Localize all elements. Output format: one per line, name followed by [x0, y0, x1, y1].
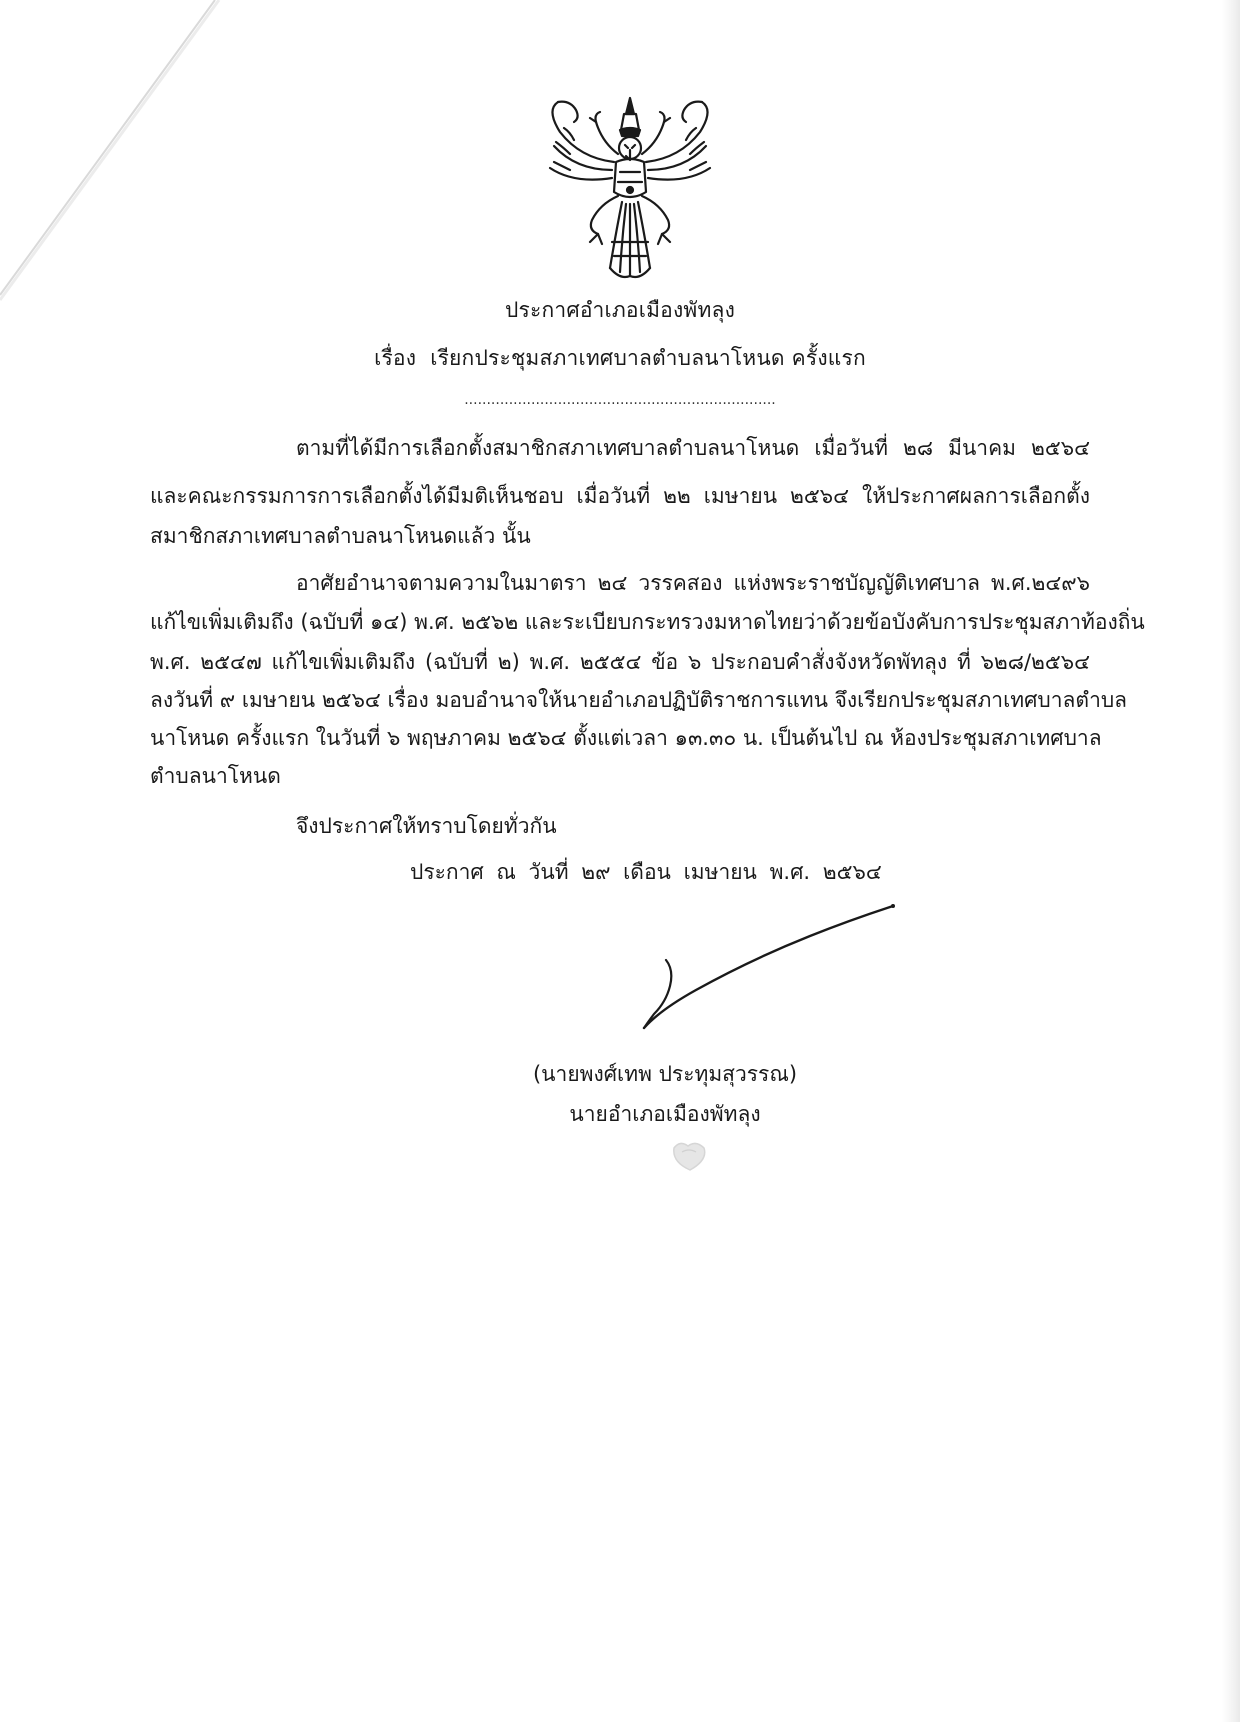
paragraph1-line2: และคณะกรรมการการเลือกตั้งได้มีมติเห็นชอบ เมื่อวันที่ ๒๒ เมษายน ๒๕๖๔ ให้ประกาศผลการเลือกตั้ง	[150, 484, 1090, 508]
separator-dots: ......................................................................	[464, 392, 776, 408]
paragraph2-line5: นาโหนด ครั้งแรก ในวันที่ ๖ พฤษภาคม ๒๕๖๔ ตั้งแต่เวลา ๑๓.๓๐ น. เป็นต้นไป ณ ห้องประชุมสภาเทศบาล	[150, 726, 1102, 750]
subject-text: เรียกประชุมสภาเทศบาลตำบลนาโหนด ครั้งแรก	[430, 346, 866, 370]
closing-statement: จึงประกาศให้ทราบโดยทั่วกัน	[296, 814, 557, 838]
scan-edge-shadow	[1222, 0, 1240, 1722]
announcement-date: ประกาศ ณ วันที่ ๒๙ เดือน เมษายน พ.ศ. ๒๕๖๔	[410, 860, 882, 884]
paragraph1-line3: สมาชิกสภาเทศบาลตำบลนาโหนดแล้ว นั้น	[150, 524, 531, 548]
subject-label: เรื่อง	[374, 346, 417, 370]
paragraph2-line4: ลงวันที่ ๙ เมษายน ๒๕๖๔ เรื่อง มอบอำนาจให้นายอำเภอปฏิบัติราชการแทน จึงเรียกประชุมสภาเทศบาลตำบล	[150, 688, 1128, 712]
announcement-subject	[0, 342, 1240, 375]
signatory-position: นายอำเภอเมืองพัทลุง	[569, 1102, 761, 1126]
paragraph2-line1: อาศัยอำนาจตามความในมาตรา ๒๔ วรรคสอง แห่งพระราชบัญญัติเทศบาล พ.ศ.๒๔๙๖	[296, 571, 1090, 595]
announcement-title: ประกาศอำเภอเมืองพัทลุง	[504, 298, 736, 322]
paragraph2-line6: ตำบลนาโหนด	[150, 764, 281, 788]
handwritten-signature-icon	[600, 890, 910, 1070]
paragraph2-line2: แก้ไขเพิ่มเติมถึง (ฉบับที่ ๑๔) พ.ศ. ๒๕๖๒ และระเบียบกระทรวงมหาดไทยว่าด้วยข้อบังคับการประชุมสภาท้องถิ่น	[150, 610, 1145, 634]
paragraph2-line3: พ.ศ. ๒๕๔๗ แก้ไขเพิ่มเติมถึง (ฉบับที่ ๒) พ.ศ. ๒๕๕๔ ข้อ ๖ ประกอบคำสั่งจังหวัดพัทลุง ที่ ๖๒๘/๒๕๖๔	[150, 650, 1090, 674]
stamp-smudge-icon	[668, 1138, 710, 1174]
garuda-emblem-icon	[540, 92, 720, 284]
signatory-name: (นายพงศ์เทพ ประทุมสุวรรณ)	[532, 1062, 798, 1086]
paragraph1-line1: ตามที่ได้มีการเลือกตั้งสมาชิกสภาเทศบาลตำบลนาโหนด เมื่อวันที่ ๒๘ มีนาคม ๒๕๖๔	[296, 436, 1090, 460]
